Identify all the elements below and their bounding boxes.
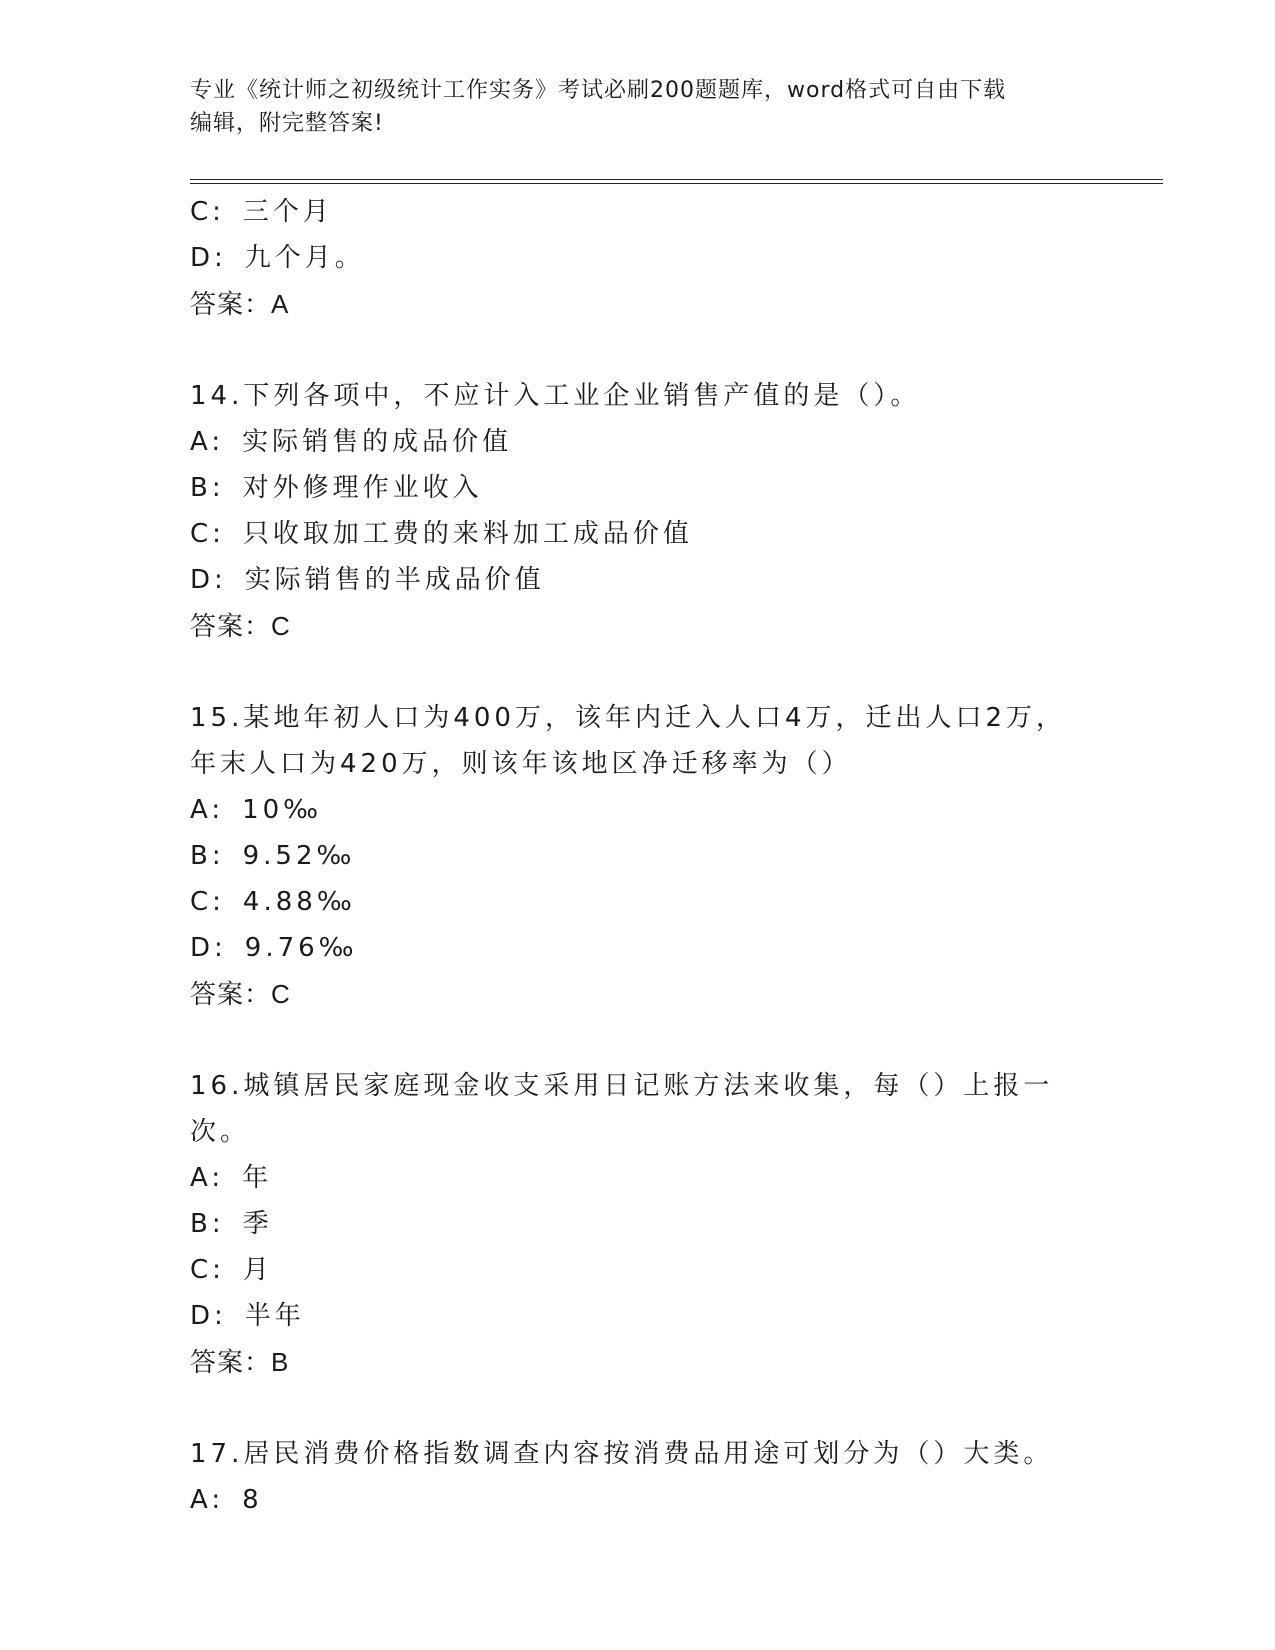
answer-line: 答案：C [190,611,291,641]
option-a [190,787,1090,833]
question-14 [190,373,1090,649]
question-text: 14.下列各项中，不应计入工业企业销售产值的是（）。 [190,381,921,411]
question-17 [190,1431,1090,1523]
header-divider-bottom [190,183,1163,184]
option-key: A: [190,1485,225,1515]
option-d [190,235,1090,281]
option-c [190,189,1090,235]
question-text: 15.某地年初人口为400万，该年内迁入人口4万，迁出人口2万，年末人口为420万，则该年该地区净迁移率为（） [190,703,1067,779]
option-text: 三个月 [242,197,333,227]
option-key: B: [190,841,225,871]
option-c [190,1247,1090,1293]
question-text: 17.居民消费价格指数调查内容按消费品用途可划分为（）大类。 [190,1439,1054,1469]
option-text: 实际销售的半成品价值 [244,565,545,595]
option-text: 10‰ [242,795,323,825]
option-key: D: [190,243,227,273]
question-15 [190,695,1090,1017]
option-key: D: [190,1301,227,1331]
option-text: 月 [242,1255,273,1285]
option-key: B: [190,473,225,503]
document-header [190,74,1090,140]
option-d [190,557,1090,603]
option-text: 8 [242,1485,263,1515]
question-list [190,189,1090,1523]
option-key: C: [190,887,225,917]
question-13-continued [190,189,1090,327]
option-key: A: [190,427,225,457]
question-16 [190,1063,1090,1385]
option-key: B: [190,1209,225,1239]
option-a [190,1477,1090,1523]
option-b [190,465,1090,511]
option-text: 季 [242,1209,273,1239]
option-text: 4.88‰ [242,887,356,917]
option-text: 实际销售的成品价值 [242,427,513,457]
answer-line: 答案：C [190,979,291,1009]
option-text: 9.76‰ [244,933,358,963]
answer-line: 答案：A [190,289,290,319]
option-key: D: [190,565,227,595]
option-text: 只收取加工费的来料加工成品价值 [242,519,693,549]
header-title-line-2: 编辑，附完整答案! [190,111,384,136]
option-d [190,1293,1090,1339]
option-text: 半年 [244,1301,305,1331]
option-text: 年 [242,1163,273,1193]
option-key: C: [190,197,225,227]
option-c [190,879,1090,925]
option-key: A: [190,1163,225,1193]
header-divider-top [190,179,1163,180]
option-text: 九个月。 [244,243,365,273]
option-b [190,1201,1090,1247]
option-b [190,833,1090,879]
header-title-line-1: 专业《统计师之初级统计工作实务》考试必刷200题题库，word格式可自由下载 [190,78,1007,103]
option-key: C: [190,1255,225,1285]
option-key: C: [190,519,225,549]
option-text: 对外修理作业收入 [242,473,483,503]
option-a [190,419,1090,465]
option-text: 9.52‰ [242,841,356,871]
question-text: 16.城镇居民家庭现金收支采用日记账方法来收集，每（）上报一次。 [190,1071,1054,1147]
option-c [190,511,1090,557]
option-key: A: [190,795,225,825]
option-d [190,925,1090,971]
option-key: D: [190,933,227,963]
option-a [190,1155,1090,1201]
answer-line: 答案：B [190,1347,290,1377]
